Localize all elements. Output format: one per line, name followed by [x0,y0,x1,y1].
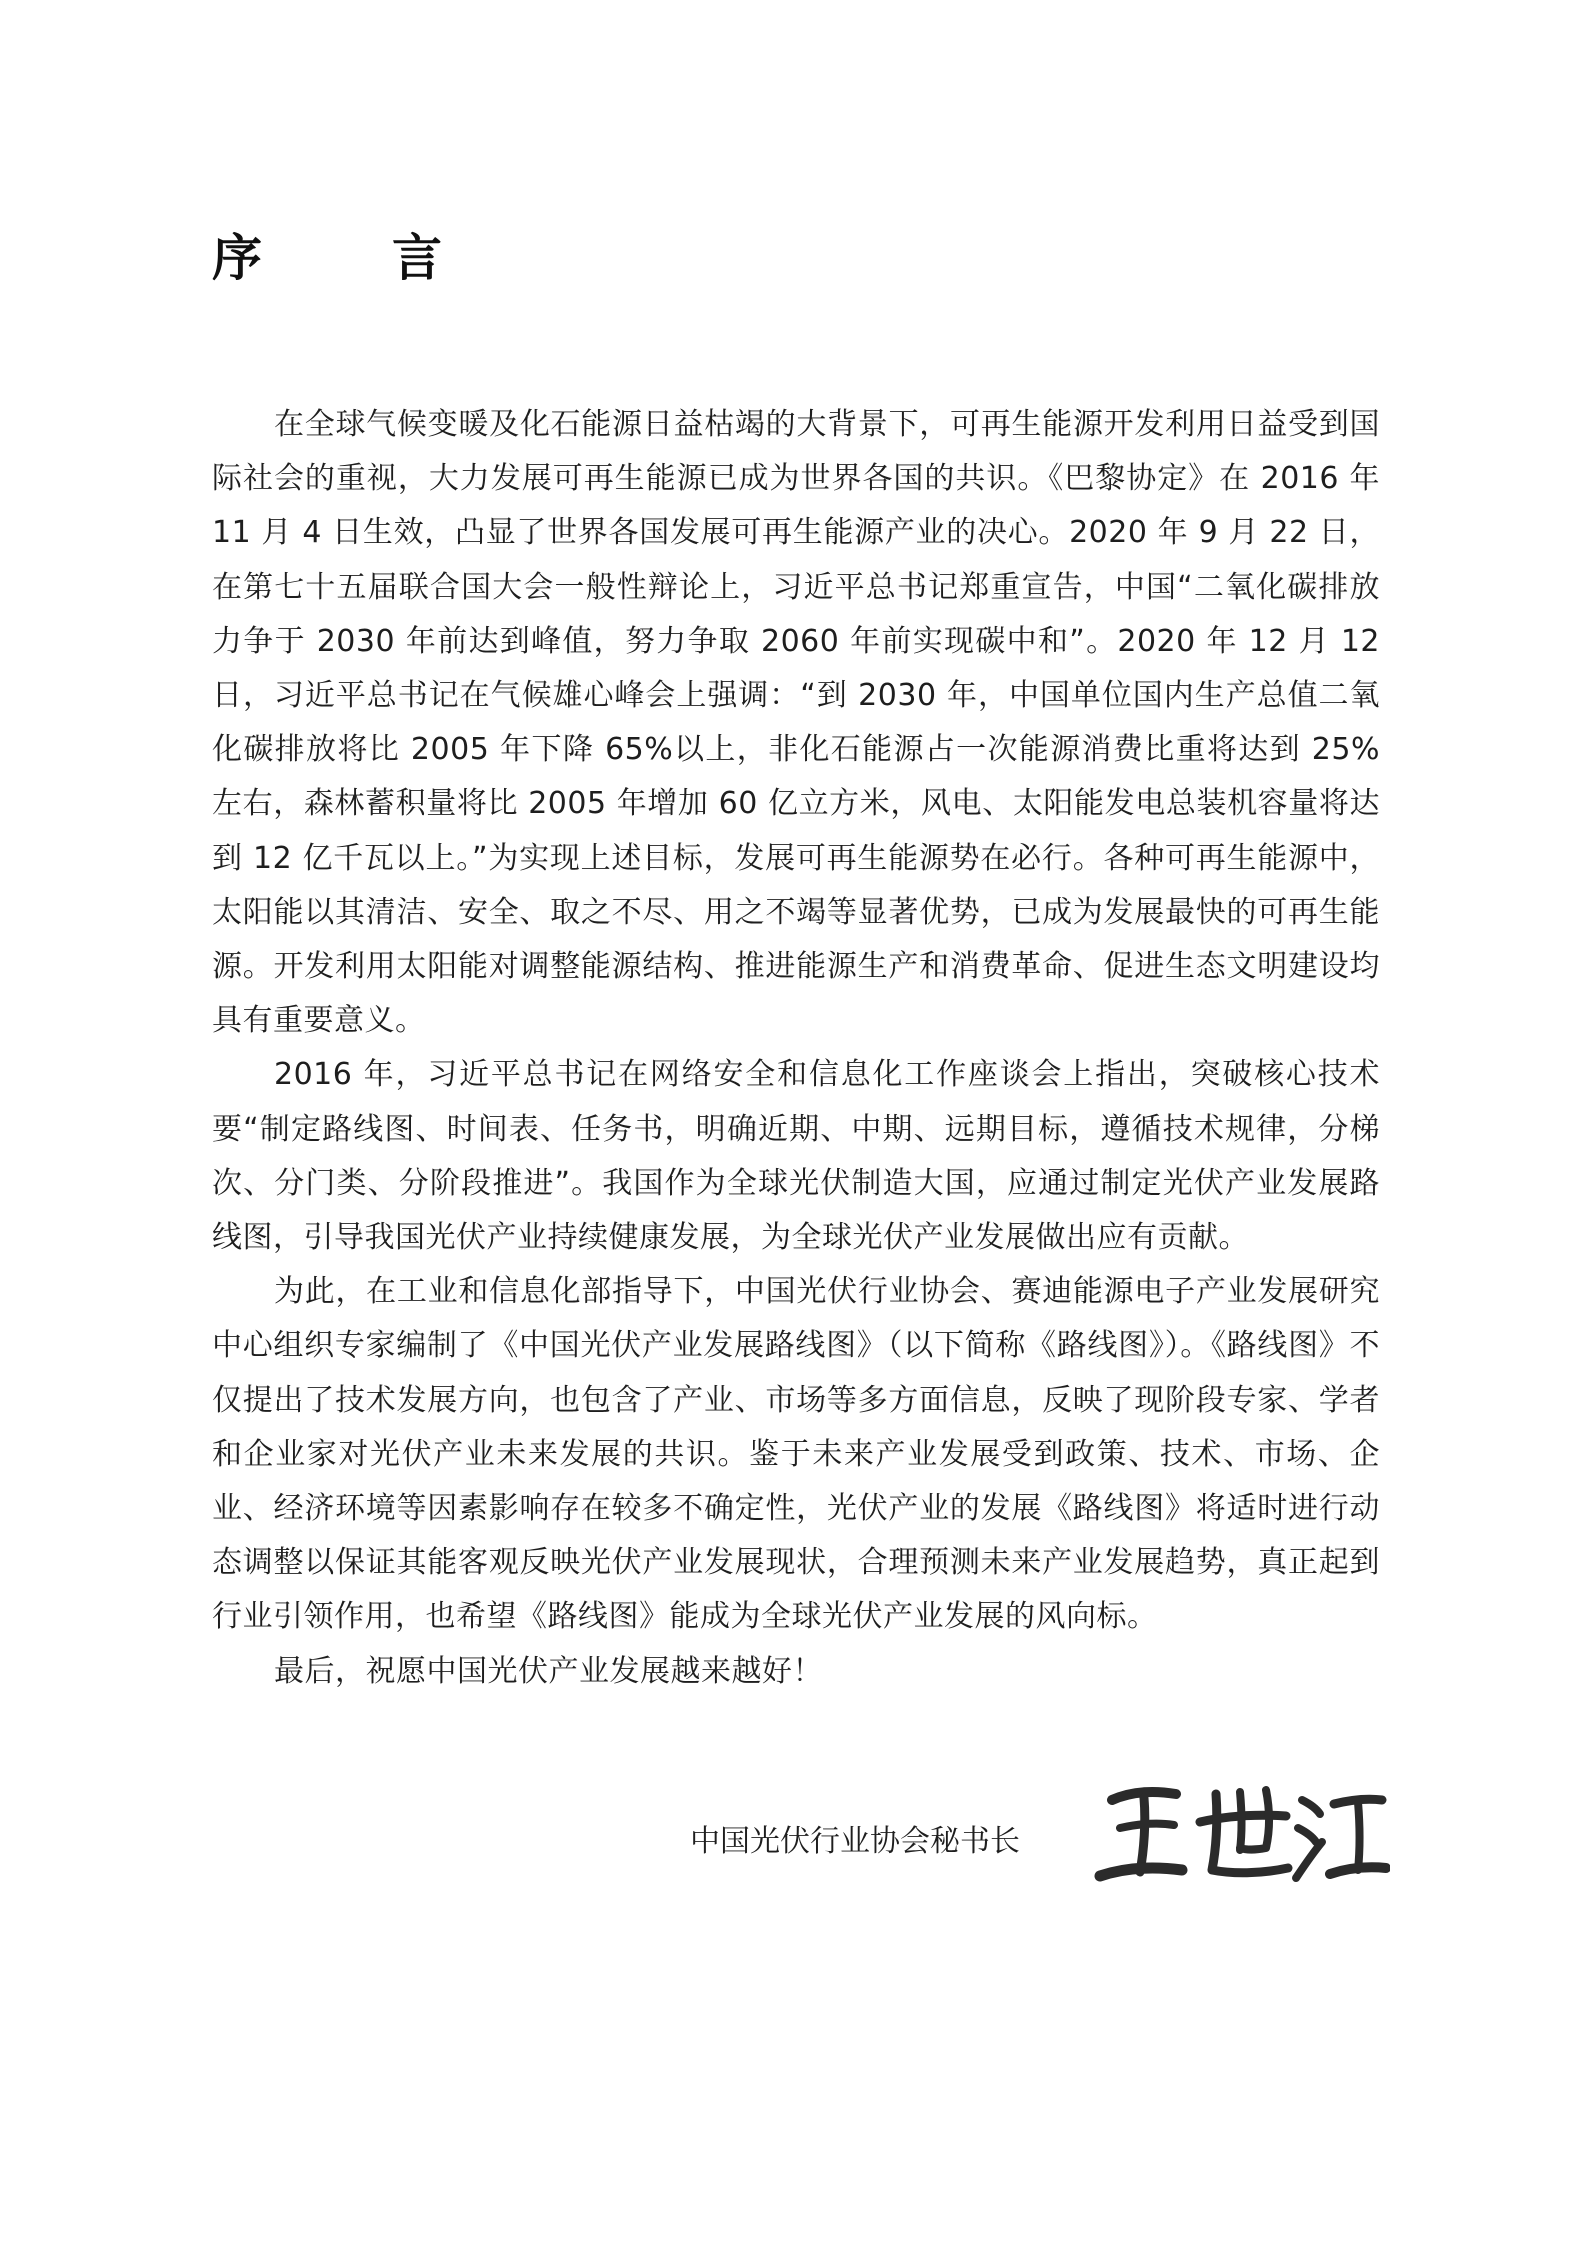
paragraph-4: 最后，祝愿中国光伏产业发展越来越好！ [274,1653,823,1689]
page-title: 序 言 [212,229,482,287]
paragraph-3: 为此，在工业和信息化部指导下，中国光伏行业协会、赛迪能源电子产业发展研究中心组织专家编制了《中国光伏产业发展路线图》（以下简称《路线图》）。《路线图》不仅提出了技术发展方向，也包含了产业、市场等多方面信息，反映了现阶段专家、学者和企业家对光伏产业未来发展的共识。鉴于未来产业发展受到政策、技术、市场、企业、经济环境等因素影响存在较多不确定性，光伏产业的发展《路线图》将适时进行动态调整以保证其能客观反映光伏产业发展现状，合理预测未来产业发展趋势，真正起到行业引领作用，也希望《路线图》能成为全球光伏产业发展的风向标。 [212,1274,1380,1635]
paragraph-2: 2016 年，习近平总书记在网络安全和信息化工作座谈会上指出，突破核心技术要“制定路线图、时间表、任务书，明确近期、中期、远期目标，遵循技术规律，分梯次、分门类、分阶段推进”。我国作为全球光伏制造大国，应通过制定光伏产业发展路线图，引导我国光伏产业持续健康发展，为全球光伏产业发展做出应有贡献。 [212,1057,1380,1256]
preface-body [212,398,1380,1699]
handwritten-signature [1090,1770,1390,1900]
signature-block [690,1770,1390,1910]
signer-title: 中国光伏行业协会秘书长 [690,1824,1020,1859]
paragraph-1: 在全球气候变暖及化石能源日益枯竭的大背景下，可再生能源开发利用日益受到国际社会的重视，大力发展可再生能源已成为世界各国的共识。《巴黎协定》在 2016 年 11 月 4 日生效，凸显了世界各国发展可再生能源产业的决心。2020 年 9 月 22 日，在第七十五届联合国大会一般性辩论上，习近平总书记郑重宣告，中国“二氧化碳排放力争于 2030 年前达到峰值，努力争取 2060 年前实现碳中和”。2020 年 12 月 12 日，习近平总书记在气候雄心峰会上强调：“到 2030 年，中国单位国内生产总值二氧化碳排放将比 2005 年下降 65%以上，非化石能源占一次能源消费比重将达到 25%左右，森林蓄积量将比 2005 年增加 60 亿立方米，风电、太阳能发电总装机容量将达到 12 亿千瓦以上。”为实现上述目标，发展可再生能源势在必行。各种可再生能源中，太阳能以其清洁、安全、取之不尽、用之不竭等显著优势，已成为发展最快的可再生能源。开发利用太阳能对调整能源结构、推进能源生产和消费革命、促进生态文明建设均具有重要意义。 [212,407,1380,1039]
